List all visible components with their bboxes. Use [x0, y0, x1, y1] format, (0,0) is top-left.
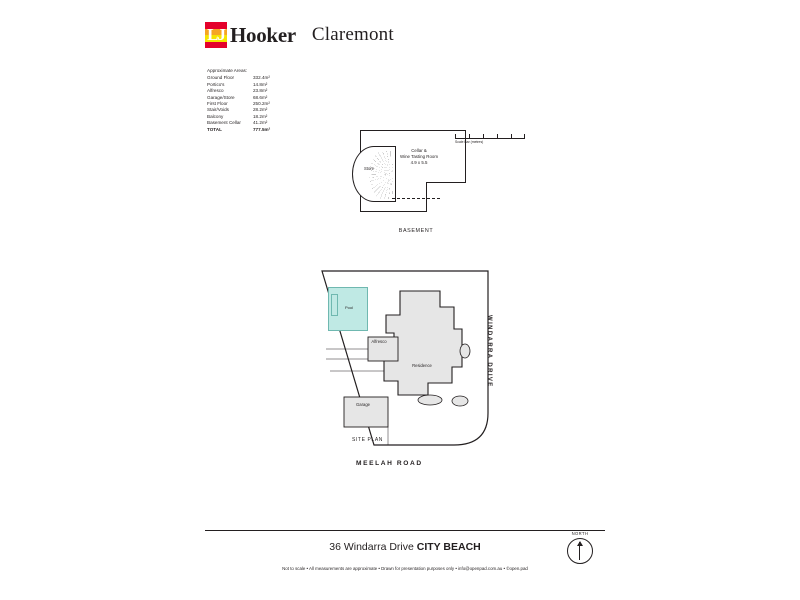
- areas-value: 250.2m²: [253, 101, 270, 107]
- footer-disclaimer: Not to scale • All measurements are approximate • Drawn for presentation purposes only • info@openpad.com.au • ©open.pad: [282, 566, 528, 571]
- residence-label: Residence: [412, 363, 432, 368]
- basement-notch: [426, 182, 466, 212]
- pool-label: Pool: [344, 305, 353, 310]
- north-indicator: [560, 531, 600, 564]
- areas-label: Ground Floor: [207, 75, 235, 81]
- cellar-room-label: [388, 148, 450, 166]
- areas-title: Approximate Areas:: [207, 68, 248, 73]
- scale-bar-line: [455, 130, 525, 139]
- logo-mark-icon: [205, 22, 227, 48]
- areas-label: Balcony: [207, 113, 224, 119]
- cellar-dimensions: 4.9 x 5.5: [410, 160, 428, 165]
- areas-label: TOTAL: [207, 126, 222, 132]
- areas-value: 68.6m²: [253, 94, 268, 100]
- areas-label: Basement Cellar: [207, 120, 241, 126]
- cellar-label-line1: Cellar &: [411, 148, 427, 153]
- areas-schedule: [207, 68, 327, 133]
- logo-wordmark: Hooker: [230, 23, 296, 47]
- north-dial-icon: [567, 538, 593, 564]
- areas-label: Alfresco: [207, 88, 224, 94]
- scale-tick: [483, 134, 484, 138]
- address-street: 36 Windarra Drive: [329, 541, 417, 553]
- areas-value: 777.5m²: [253, 126, 271, 132]
- scale-bar-caption: Scale Bar (metres): [455, 140, 484, 144]
- store-room-label: Store: [364, 166, 375, 171]
- areas-value: 23.8m²: [253, 88, 268, 94]
- cellar-label-line2: Wine Tasting Room: [400, 154, 438, 159]
- street-label-windarra-drive: WINDARRA DRIVE: [486, 315, 492, 388]
- street-label-meelah-road: MEELAH ROAD: [356, 460, 423, 467]
- areas-row-total: [207, 127, 327, 133]
- garage-label: Garage: [356, 402, 370, 407]
- office-name: Claremont: [311, 24, 394, 45]
- logo-letters: LJ: [207, 25, 225, 44]
- areas-label: Garage/Store: [207, 94, 235, 100]
- basement-caption: BASEMENT: [398, 228, 434, 234]
- footer-divider: [205, 530, 605, 531]
- areas-label: Portico's: [207, 81, 225, 87]
- north-arrow-needle: [579, 542, 580, 560]
- scale-tick: [524, 134, 525, 138]
- alfresco-label: Alfresco: [371, 339, 387, 344]
- scale-bar: [455, 130, 525, 144]
- areas-value: 332.4m²: [253, 75, 270, 81]
- address-suburb: CITY BEACH: [416, 541, 481, 553]
- swimming-pool: [328, 287, 368, 331]
- areas-value: 14.8m²: [253, 81, 268, 87]
- document-header: [205, 22, 394, 48]
- scale-tick: [455, 134, 456, 138]
- areas-label: First Floor: [207, 101, 228, 107]
- scale-tick: [511, 134, 512, 138]
- areas-label: Stair/Voids: [207, 107, 229, 113]
- areas-value: 41.2m²: [253, 120, 268, 126]
- north-label: NORTH: [571, 531, 589, 536]
- basement-dashed-wall: [392, 198, 440, 199]
- property-address: [205, 541, 605, 553]
- lj-hooker-logo: [205, 22, 296, 48]
- site-plan: [290, 255, 530, 475]
- areas-value: 28.2m²: [253, 107, 268, 113]
- areas-value: 18.2m²: [253, 113, 268, 119]
- site-plan-caption: SITE PLAN: [352, 437, 383, 443]
- scale-tick: [469, 134, 470, 138]
- scale-tick: [497, 134, 498, 138]
